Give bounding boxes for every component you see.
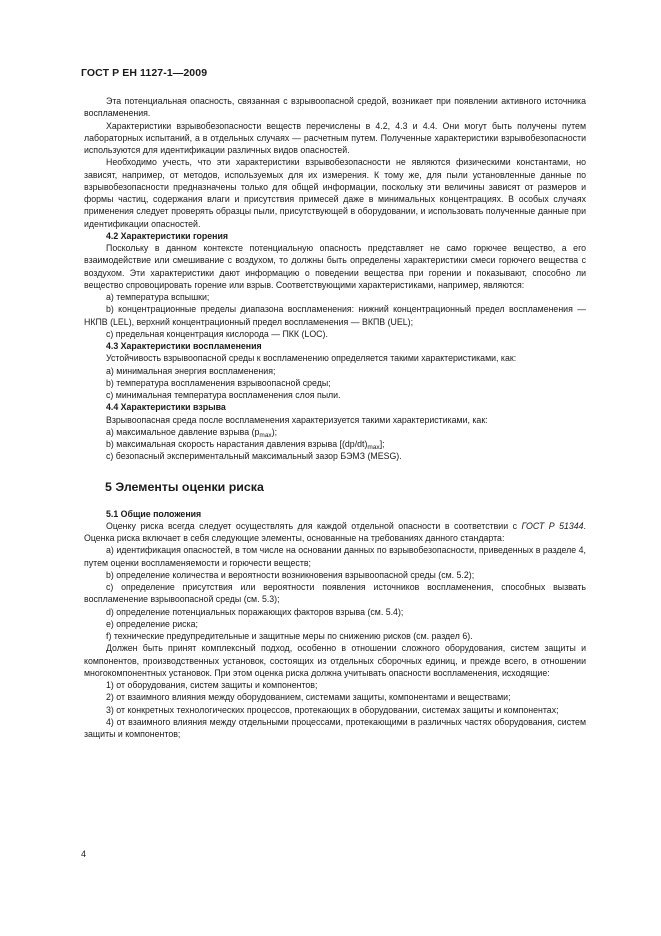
standard-reference: ГОСТ Р 51344 [521,520,584,531]
paragraph: Необходимо учесть, что эти характеристики взрывобезопасности не являются физическими константами, но зависят, например, от методов, используемых для их измерения. К тому же, для пыли установленные данные по взрывобезопасности предназначены только для общей информации, поскольку эти величины зависят от размеров и формы частиц, содержания влаги и присутствия примесей даже в минимальных концентрациях. В особых случаях применения следует проверять образцы пыли, присутствующей в оборудовании, и использовать полученные данные при идентификации опасностей. [84,157,586,229]
list-item: d) определение потенциальных поражающих факторов взрыва (см. 5.4); [106,606,404,617]
list-item [84,438,586,450]
list-item: f) технические предупредительные и защитные меры по снижению рисков (см. раздел 6). [106,631,473,641]
subscript: max [367,444,380,451]
list-item: c) предельная концентрация кислорода — ПКК (LOC). [106,328,328,339]
paragraph: Характеристики взрывобезопасности веществ перечислены в 4.2, 4.3 и 4.4. Они могут быть получены путем лабораторных испытаний, а в отдельных случаях — расчетным путем. Полученные характеристики взрывобезопасности используются для идентификации различных видов опасностей. [84,120,586,155]
paragraph: Эта потенциальная опасность, связанная с взрывоопасной средой, возникает при появлении активного источника воспламенения. [84,96,586,119]
list-item-text: ]; [379,439,385,449]
paragraph: Должен быть принят комплексный подход, особенно в отношении сложного оборудования, систем защиты и компонентов, производственных установок, состоящих из отдельных сборочных единиц, и прежде всего, в отношении многокомпонентных установок. При этом оценка риска должна учитывать опасности воспламенения, исходящие: [84,643,586,678]
section-heading-4-2: 4.2 Характеристики горения [106,230,228,241]
list-item: 1) от оборудования, систем защиты и компонентов; [106,680,318,690]
paragraph: Поскольку в данном контексте потенциальную опасность представляет не само горючее вещество, а его взаимодействие или смешивание с воздухом, то должны быть определены характеристики смеси горючего вещества с воздухом. Эти характеристики дают информацию о поведении вещества при горении и показывают, способно ли вещество спровоцировать горение или взрыв. Соответствующими характеристиками, например, являются: [84,243,586,290]
paragraph-text: Оценку риска всегда следует осуществлять для каждой отдельной опасности в соответствии с [106,520,522,531]
section-heading-5: 5 Элементы оценки риска [105,479,264,494]
list-item-text: a) максимальное давление взрыва (p [106,426,260,437]
list-item-text: b) максимальная скорость нарастания давления взрыва [(dp/dt) [106,439,368,449]
paragraph [84,520,586,545]
list-item-text: ); [271,426,278,437]
subscript: max [259,431,272,439]
paragraph: Взрывоопасная среда после воспламенения характеризуется такими характеристиками, как: [106,414,488,425]
section-heading-4-4: 4.4 Характеристики взрыва [106,402,226,413]
list-item: 4) от взаимного влияния между отдельными процессами, протекающими в различных частях оборудования, систем защиты и компонентов; [84,716,586,739]
list-item [84,426,586,438]
page-content [84,95,586,740]
list-item: a) идентификация опасностей, в том числе на основании данных по взрывобезопасности, приведенных в разделе 4, путем оценки воспламеняемости и горючести веществ; [84,545,586,568]
list-item: a) минимальная энергия воспламенения; [106,365,276,376]
section-heading-5-1: 5.1 Общие положения [106,508,202,519]
list-item: a) температура вспышки; [106,292,210,302]
page-number: 4 [81,849,87,859]
list-item: b) определение количества и вероятности возникновения взрывоопасной среды (см. 5.2); [106,569,475,580]
paragraph: Устойчивость взрывоопасной среды к воспламенению определяется такими характеристиками, как: [106,353,517,364]
list-item: 2) от взаимного влияния между оборудованием, системами защиты, компонентами и веществами; [106,692,511,703]
list-item: b) температура воспламенения взрывоопасной среды; [106,377,331,388]
section-heading-4-3: 4.3 Характеристики воспламенения [106,341,262,351]
list-item: e) определение риска; [106,618,198,629]
list-item: c) минимальная температура воспламенения слоя пыли. [106,390,341,400]
document-header: ГОСТ Р ЕН 1127-1—2009 [81,67,208,79]
list-item: c) определение присутствия или вероятности появления источников воспламенения, способных вызвать воспламенение взрывоопасной среды (см. 5.3); [84,582,586,605]
list-item: b) концентрационные пределы диапазона воспламенения: нижний концентрационный предел воспламенения — НКПВ (LEL), верхний концентрационный предел воспламенения — ВКПВ (UEL); [84,304,586,327]
paragraph-text: . Оценка риска включает в себя следующие элементы, основанные на требованиях данного стандарта: [84,520,586,543]
list-item: 3) от конкретных технологических процессов, протекающих в оборудовании, системах защиты и компонентах; [106,704,559,715]
list-item: c) безопасный экспериментальный максимальный зазор БЭМЗ (MESG). [106,451,402,462]
